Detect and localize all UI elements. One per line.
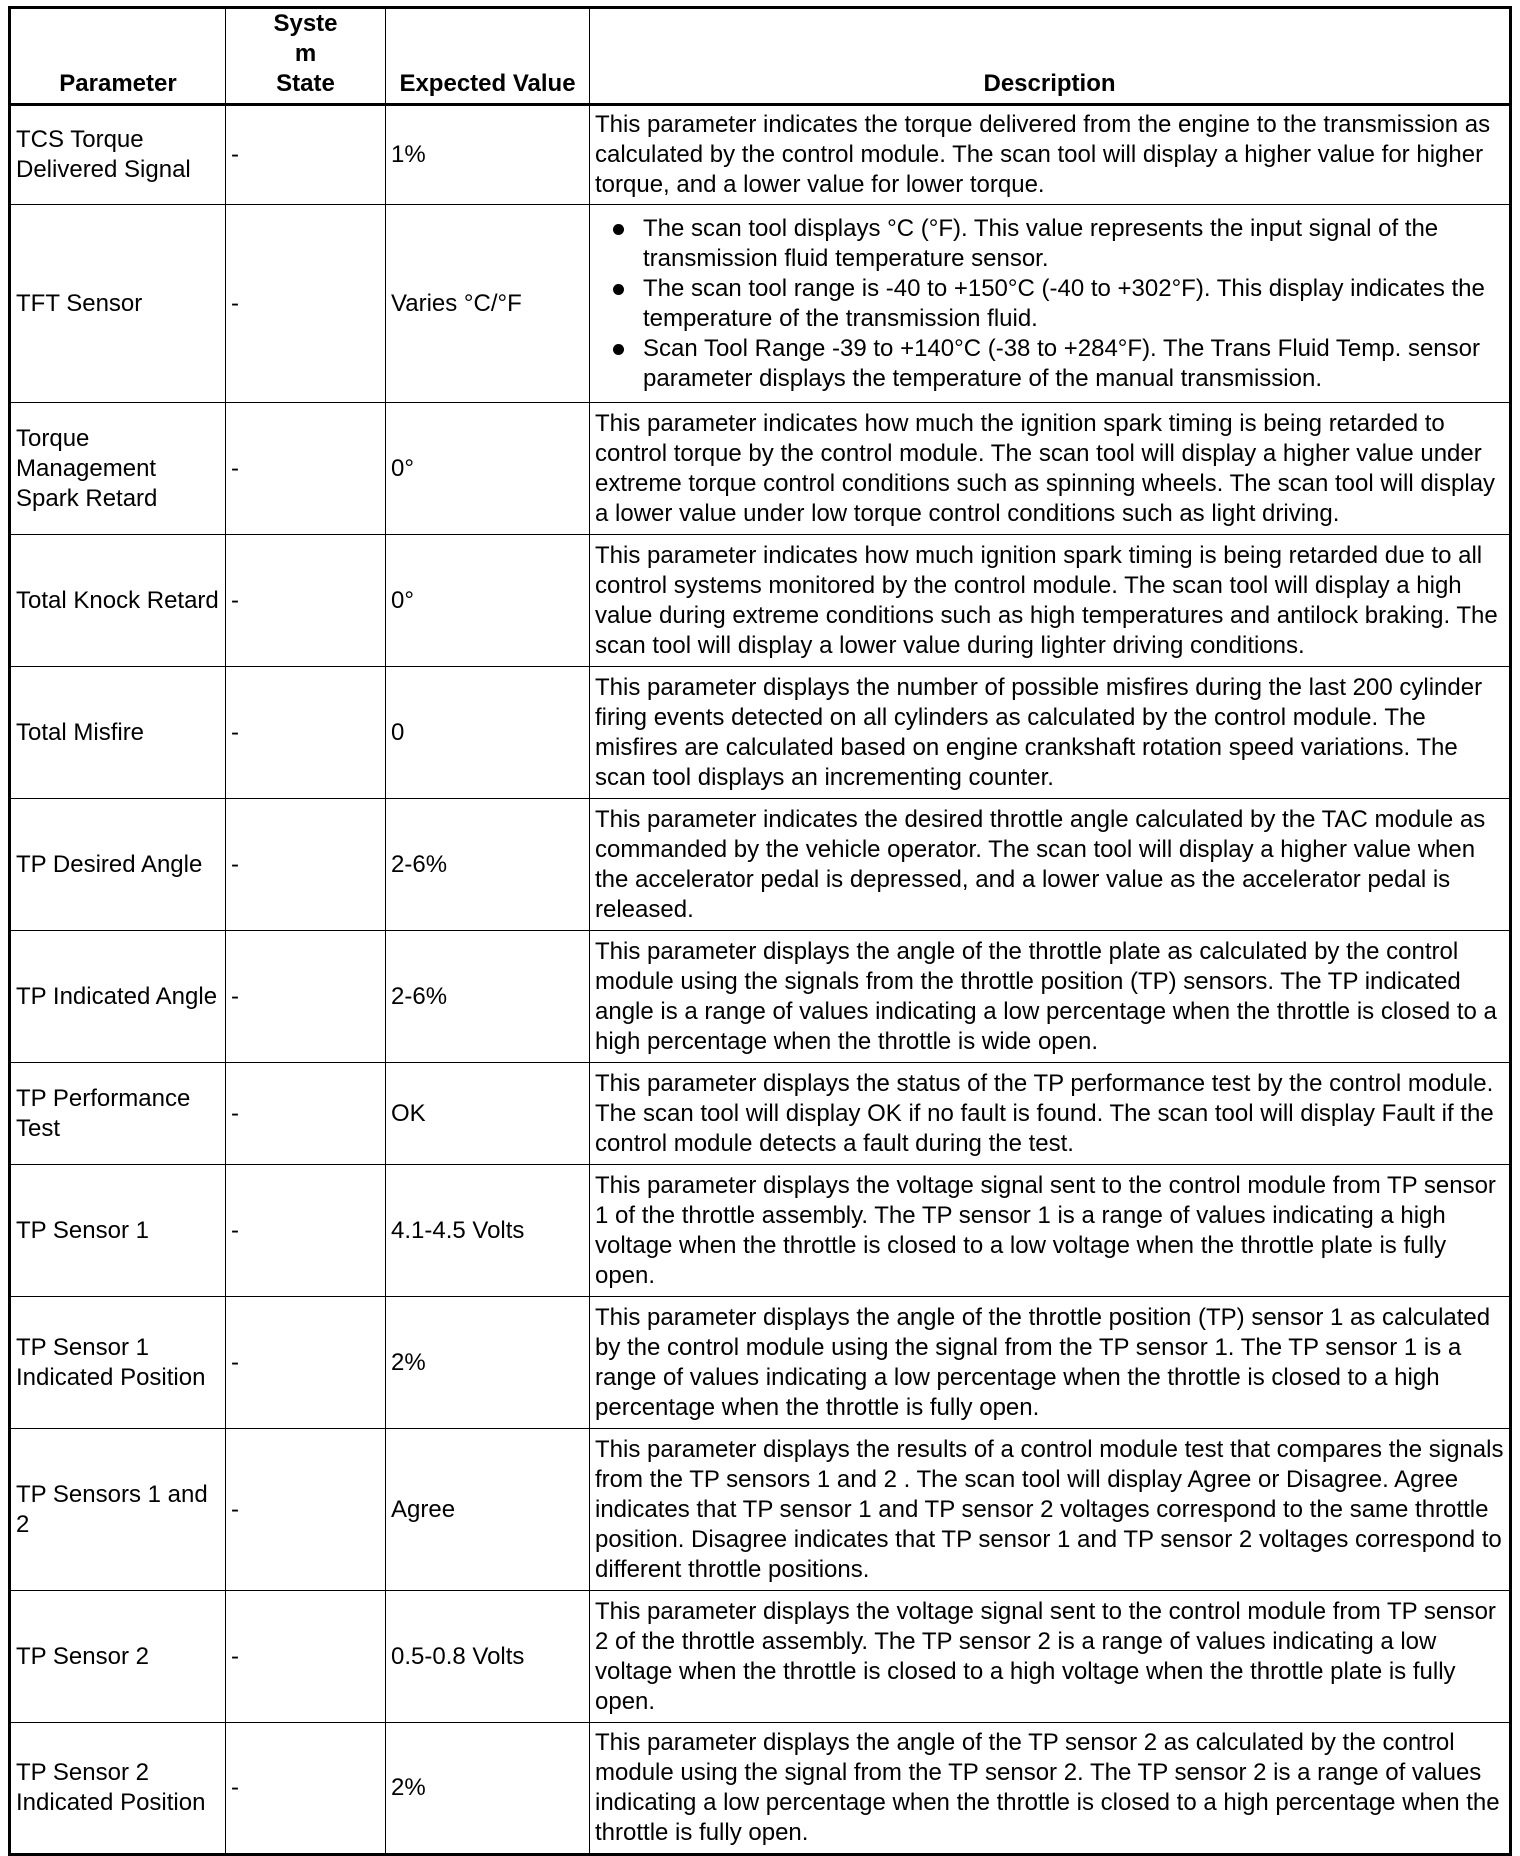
state-cell: - bbox=[226, 667, 386, 799]
param-cell: TP Desired Angle bbox=[10, 799, 226, 931]
description-cell: This parameter displays the status of the TP performance test by the control module. The scan tool will display OK if no fault is found. The scan tool will display Fault if the control module detects a fault during the test. bbox=[590, 1063, 1511, 1165]
description-cell: This parameter displays the voltage signal sent to the control module from TP sensor 2 of the throttle assembly. The TP sensor 2 is a range of values indicating a low voltage when the throttle is closed to a high voltage when the throttle plate is fully open. bbox=[590, 1591, 1511, 1723]
param-cell: Torque Management Spark Retard bbox=[10, 403, 226, 535]
expected-cell: 0.5-0.8 Volts bbox=[386, 1591, 590, 1723]
header-expected-value: Expected Value bbox=[386, 8, 590, 105]
state-cell: - bbox=[226, 1297, 386, 1429]
table-row bbox=[10, 535, 1511, 667]
table-row bbox=[10, 403, 1511, 535]
description-cell: This parameter indicates the desired throttle angle calculated by the TAC module as commanded by the vehicle operator. The scan tool will display a higher value when the accelerator pedal is depressed, and a lower value as the accelerator pedal is released. bbox=[590, 799, 1511, 931]
expected-cell: 0° bbox=[386, 535, 590, 667]
description-cell: This parameter displays the angle of the TP sensor 2 as calculated by the control module using the signal from the TP sensor 2. The TP sensor 2 is a range of values indicating a low percentage when the throttle is closed to a high percentage when the throttle is fully open. bbox=[590, 1723, 1511, 1855]
param-cell: TP Sensor 2 bbox=[10, 1591, 226, 1723]
expected-cell: 2-6% bbox=[386, 799, 590, 931]
table-row bbox=[10, 1723, 1511, 1855]
expected-cell: 2-6% bbox=[386, 931, 590, 1063]
table-row bbox=[10, 799, 1511, 931]
state-cell: - bbox=[226, 1723, 386, 1855]
expected-cell: 1% bbox=[386, 105, 590, 205]
bullet-item: The scan tool range is -40 to +150°C (-40 to +302°F). This display indicates the temperature of the transmission fluid. bbox=[643, 274, 1504, 334]
expected-cell: OK bbox=[386, 1063, 590, 1165]
parameter-table bbox=[8, 6, 1512, 1856]
description-cell: This parameter indicates how much the ignition spark timing is being retarded to control torque by the control module. The scan tool will display a higher value under extreme torque control conditions such as spinning wheels. The scan tool will display a lower value under low torque control conditions such as light driving. bbox=[590, 403, 1511, 535]
param-cell: Total Misfire bbox=[10, 667, 226, 799]
param-cell: TCS Torque Delivered Signal bbox=[10, 105, 226, 205]
bullet-item: Scan Tool Range -39 to +140°C (-38 to +284°F). The Trans Fluid Temp. sensor parameter displays the temperature of the manual transmission. bbox=[643, 334, 1504, 394]
table-row bbox=[10, 205, 1511, 403]
expected-cell: 2% bbox=[386, 1723, 590, 1855]
expected-cell: Varies °C/°F bbox=[386, 205, 590, 403]
state-cell: - bbox=[226, 799, 386, 931]
table-row bbox=[10, 1063, 1511, 1165]
expected-cell: Agree bbox=[386, 1429, 590, 1591]
table-row bbox=[10, 667, 1511, 799]
description-cell: This parameter indicates the torque delivered from the engine to the transmission as calculated by the control module. The scan tool will display a higher value for higher torque, and a lower value for lower torque. bbox=[590, 105, 1511, 205]
bullet-list bbox=[595, 214, 1504, 394]
header-parameter: Parameter bbox=[10, 8, 226, 105]
description-cell: This parameter displays the number of possible misfires during the last 200 cylinder firing events detected on all cylinders as calculated by the control module. The misfires are calculated based on engine crankshaft rotation speed variations. The scan tool displays an incrementing counter. bbox=[590, 667, 1511, 799]
description-cell bbox=[590, 205, 1511, 403]
description-cell: This parameter displays the voltage signal sent to the control module from TP sensor 1 of the throttle assembly. The TP sensor 1 is a range of values indicating a high voltage when the throttle is closed to a low voltage when the throttle plate is fully open. bbox=[590, 1165, 1511, 1297]
table-row bbox=[10, 1429, 1511, 1591]
expected-cell: 4.1-4.5 Volts bbox=[386, 1165, 590, 1297]
state-cell: - bbox=[226, 105, 386, 205]
param-cell: TP Performance Test bbox=[10, 1063, 226, 1165]
description-cell: This parameter indicates how much ignition spark timing is being retarded due to all control systems monitored by the control module. The scan tool will display a high value during extreme conditions such as high temperatures and antilock braking. The scan tool will display a lower value during lighter driving conditions. bbox=[590, 535, 1511, 667]
header-system-state: System State bbox=[226, 8, 386, 105]
param-cell: TP Sensor 1 bbox=[10, 1165, 226, 1297]
param-cell: TP Indicated Angle bbox=[10, 931, 226, 1063]
state-cell: - bbox=[226, 205, 386, 403]
table-row bbox=[10, 1165, 1511, 1297]
param-cell: TFT Sensor bbox=[10, 205, 226, 403]
header-row bbox=[10, 8, 1511, 105]
expected-cell: 0 bbox=[386, 667, 590, 799]
state-cell: - bbox=[226, 931, 386, 1063]
bullet-item: The scan tool displays °C (°F). This value represents the input signal of the transmission fluid temperature sensor. bbox=[643, 214, 1504, 274]
table-row bbox=[10, 931, 1511, 1063]
state-cell: - bbox=[226, 403, 386, 535]
table-row bbox=[10, 105, 1511, 205]
param-cell: TP Sensor 1 Indicated Position bbox=[10, 1297, 226, 1429]
state-cell: - bbox=[226, 1429, 386, 1591]
state-cell: - bbox=[226, 1063, 386, 1165]
table-row bbox=[10, 1297, 1511, 1429]
expected-cell: 2% bbox=[386, 1297, 590, 1429]
description-cell: This parameter displays the angle of the throttle position (TP) sensor 1 as calculated by the control module using the signal from the TP sensor 1. The TP sensor 1 is a range of values indicating a low percentage when the throttle is closed to a high percentage when the throttle is fully open. bbox=[590, 1297, 1511, 1429]
description-cell: This parameter displays the results of a control module test that compares the signals from the TP sensors 1 and 2 . The scan tool will display Agree or Disagree. Agree indicates that TP sensor 1 and TP sensor 2 voltages correspond to the same throttle position. Disagree indicates that TP sensor 1 and TP sensor 2 voltages correspond to different throttle positions. bbox=[590, 1429, 1511, 1591]
table-row bbox=[10, 1591, 1511, 1723]
param-cell: TP Sensors 1 and 2 bbox=[10, 1429, 226, 1591]
state-cell: - bbox=[226, 1165, 386, 1297]
expected-cell: 0° bbox=[386, 403, 590, 535]
description-cell: This parameter displays the angle of the throttle plate as calculated by the control module using the signals from the throttle position (TP) sensors. The TP indicated angle is a range of values indicating a low percentage when the throttle is closed to a high percentage when the throttle is wide open. bbox=[590, 931, 1511, 1063]
param-cell: TP Sensor 2 Indicated Position bbox=[10, 1723, 226, 1855]
state-cell: - bbox=[226, 1591, 386, 1723]
state-cell: - bbox=[226, 535, 386, 667]
header-description: Description bbox=[590, 8, 1511, 105]
param-cell: Total Knock Retard bbox=[10, 535, 226, 667]
